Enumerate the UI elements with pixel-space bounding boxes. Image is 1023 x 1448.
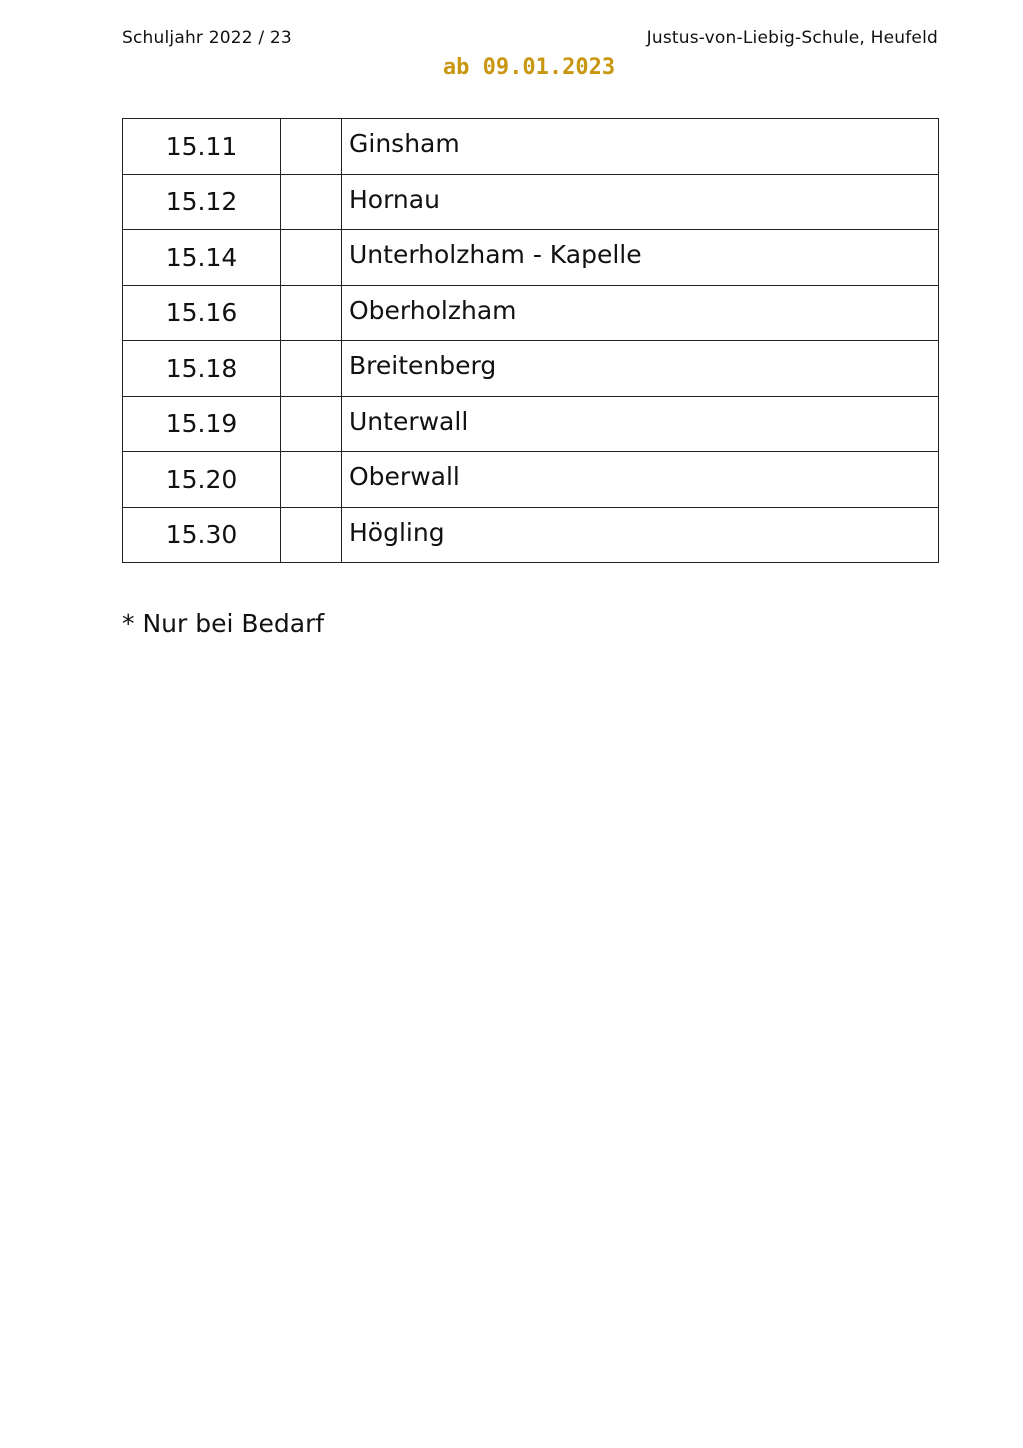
footnote-on-demand: * Nur bei Bedarf	[122, 609, 325, 638]
stop-name: Hornau	[342, 174, 939, 230]
departure-time: 15.19	[123, 396, 281, 452]
note-mark	[281, 507, 342, 563]
departure-time: 15.20	[123, 452, 281, 508]
table-row	[123, 285, 939, 341]
note-mark	[281, 119, 342, 175]
departure-time: 15.12	[123, 174, 281, 230]
note-mark	[281, 396, 342, 452]
stop-name: Oberholzham	[342, 285, 939, 341]
table-row	[123, 452, 939, 508]
departure-time: 15.11	[123, 119, 281, 175]
note-mark	[281, 285, 342, 341]
stop-name: Oberwall	[342, 452, 939, 508]
table-row	[123, 230, 939, 286]
departure-time: 15.18	[123, 341, 281, 397]
departure-time: 15.16	[123, 285, 281, 341]
stop-name: Högling	[342, 507, 939, 563]
table-row	[123, 174, 939, 230]
table-row	[123, 507, 939, 563]
note-mark	[281, 174, 342, 230]
table-row	[123, 341, 939, 397]
school-year-label: Schuljahr 2022 / 23	[122, 28, 292, 48]
stop-name: Unterwall	[342, 396, 939, 452]
stop-name: Unterholzham - Kapelle	[342, 230, 939, 286]
note-mark	[281, 230, 342, 286]
departure-time: 15.14	[123, 230, 281, 286]
school-name-label: Justus-von-Liebig-Schule, Heufeld	[646, 28, 938, 48]
note-mark	[281, 452, 342, 508]
note-mark	[281, 341, 342, 397]
table-row	[123, 396, 939, 452]
stop-name: Ginsham	[342, 119, 939, 175]
table-row	[123, 119, 939, 175]
departure-time: 15.30	[123, 507, 281, 563]
stop-name: Breitenberg	[342, 341, 939, 397]
valid-from-date: ab 09.01.2023	[442, 55, 616, 80]
bus-schedule-table	[122, 118, 939, 563]
